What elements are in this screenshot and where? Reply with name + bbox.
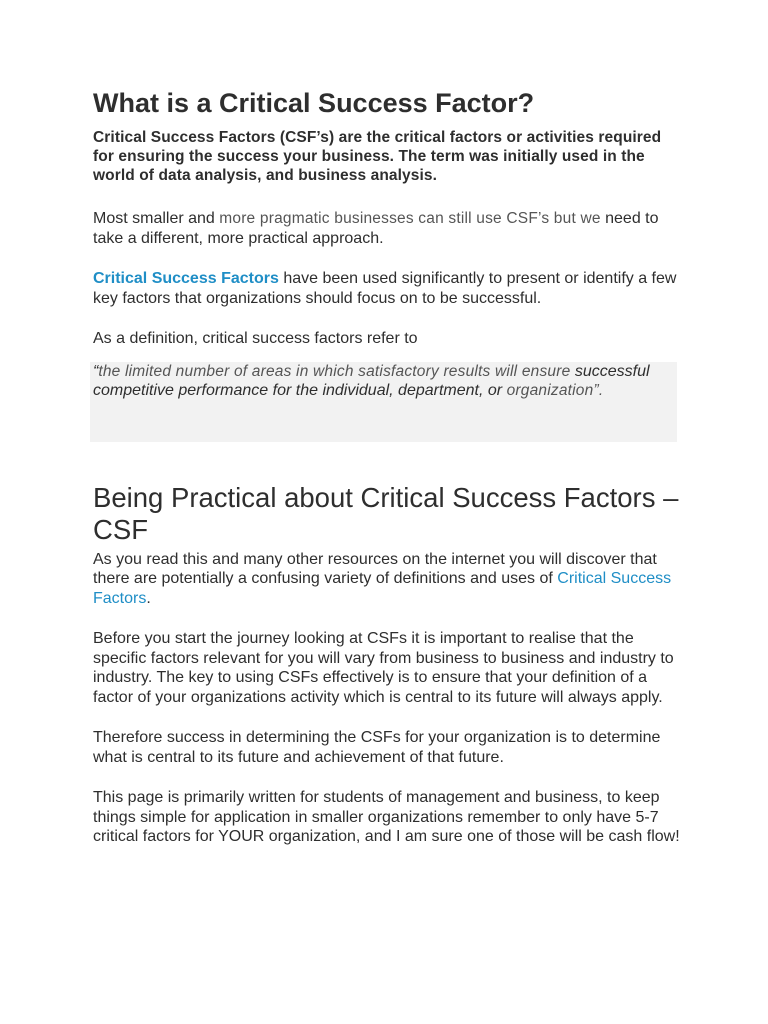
paragraph-pragmatic-end: need to take a different, more practical approach. [93, 210, 659, 247]
paragraph-csf-usage [93, 269, 683, 308]
paragraph-pragmatic [93, 209, 683, 248]
quote-line-2: successful competitive performance for the individual, department, or [93, 362, 650, 399]
paragraph-definitions-variety-text: As you read this and many other resources on the internet you will discover that there are potentially a confusing variety of definitions and uses of [93, 550, 657, 587]
csf-link-bold[interactable]: Critical Success Factors [93, 270, 279, 287]
page-title: What is a Critical Success Factor? [93, 88, 535, 118]
quote-line-1: the limited number of areas in which satisfactory results will ensure [98, 362, 571, 380]
paragraph-pragmatic-light: more pragmatic businesses can still use CSF’s but we [219, 210, 601, 227]
csf-link[interactable]: Critical Success Factors [93, 570, 672, 607]
definition-quote [90, 362, 677, 442]
quote-open-mark: “ [93, 362, 99, 380]
quote-line-3: organization [502, 382, 594, 399]
paragraph-journey: Before you start the journey looking at CSFs it is important to realise that the specific factors relevant for you will vary from business to business and industry to industry. The key to using CSFs effectively is to ensure that your definition of a factor of your organizations activity which is central to its future will always apply. [93, 630, 674, 706]
lead-paragraph: Critical Success Factors (CSF’s) are the critical factors or activities required for ensuring the success your business. The term was initially used in the world of data analysis, and business analysis. [93, 129, 662, 184]
article [93, 86, 683, 847]
paragraph-csf-usage-rest: have been used significantly to present or identify a few key factors that organizations should focus on to be successful. [93, 270, 677, 307]
paragraph-determining: Therefore success in determining the CSFs for your organization is to determine what is central to its future and achievement of that future. [93, 729, 661, 766]
paragraph-definition: As a definition, critical success factors refer to [93, 330, 418, 347]
paragraph-definitions-variety-end: . [146, 589, 151, 607]
paragraph-pragmatic-start: Most smaller and [93, 210, 220, 227]
paragraph-students: This page is primarily written for students of management and business, to keep things simple for application in smaller organizations remember to only have 5-7 critical factors for YOUR organization, and I am sure one of those will be cash flow! [93, 789, 680, 845]
paragraph-definitions-variety [93, 550, 683, 609]
quote-close-mark: ”. [593, 382, 604, 399]
section-heading: Being Practical about Critical Success Factors – CSF [93, 481, 679, 545]
